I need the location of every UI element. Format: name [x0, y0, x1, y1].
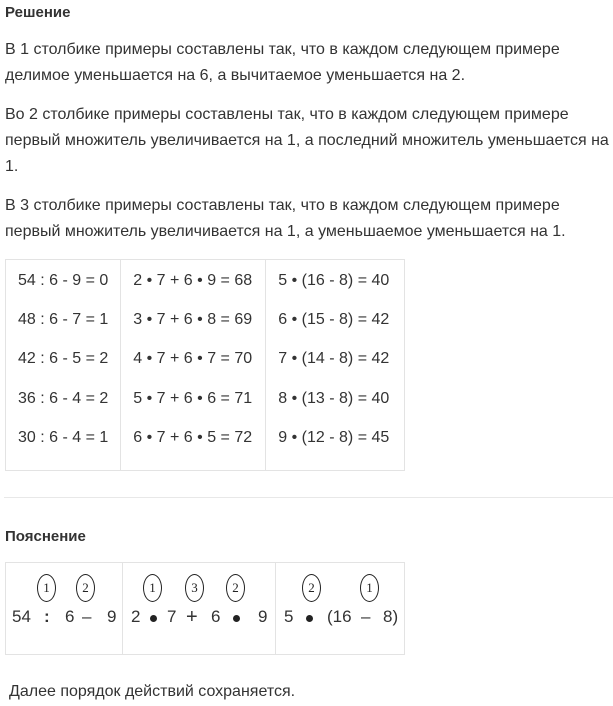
text-line: В 3 столбике примеры составлены так, что в каждом следующем примере: [5, 197, 560, 214]
explanation-cell-3: [276, 563, 405, 655]
explanation-cell-2: [123, 563, 276, 655]
explanation-heading: Пояснение: [5, 528, 86, 545]
example: 4 • 7 + 6 • 7 = 70: [133, 350, 253, 368]
example: 2 • 7 + 6 • 9 = 68: [133, 272, 253, 289]
example: 3 • 7 + 6 • 8 = 69: [133, 311, 253, 329]
solution-table: [5, 259, 405, 471]
divider: [4, 497, 613, 498]
operand: 2: [131, 607, 141, 626]
example: 8 • (13 - 8) = 40: [278, 389, 390, 407]
text-line: первый множитель увеличивается на 1, а последний множитель уменьшается на: [5, 132, 609, 149]
order-marker: 2: [226, 574, 245, 602]
column-1: [6, 260, 121, 471]
paragraph-column-2: [5, 102, 611, 180]
example: 6 • (15 - 8) = 42: [278, 311, 390, 329]
example: 30 : 6 - 4 = 1: [18, 428, 109, 446]
operand: 7: [167, 607, 177, 626]
order-marker: 2: [76, 574, 95, 602]
order-marker: 1: [143, 574, 162, 602]
paragraph-column-3: [5, 193, 611, 245]
multiply-dot-icon: [150, 615, 157, 622]
order-marker: 1: [360, 574, 379, 602]
solution-heading: Решение: [5, 4, 71, 21]
operand: 6: [211, 607, 221, 626]
example: 54 : 6 - 9 = 0: [18, 272, 109, 289]
operator: –: [82, 607, 92, 626]
column-2: [121, 260, 266, 471]
paragraph-column-1: [5, 37, 611, 89]
operand: 8): [383, 607, 399, 626]
operator: +: [186, 606, 198, 628]
text-line: 1.: [5, 158, 19, 175]
operator: –: [361, 607, 371, 626]
text-line: первый множитель увеличивается на 1, а уменьшаемое уменьшается на 1.: [5, 223, 566, 240]
example: 9 • (12 - 8) = 45: [278, 428, 390, 446]
example: 48 : 6 - 7 = 1: [18, 311, 109, 329]
order-marker: 3: [185, 574, 204, 602]
example: 5 • (16 - 8) = 40: [278, 272, 390, 289]
example: 5 • 7 + 6 • 6 = 71: [133, 389, 253, 407]
operand: 9: [258, 607, 268, 626]
operand: 54: [12, 607, 31, 626]
operand: 9: [107, 607, 117, 626]
multiply-dot-icon: [306, 615, 313, 622]
order-marker: 2: [302, 574, 321, 602]
example: 42 : 6 - 5 = 2: [18, 350, 109, 368]
explanation-cell-1: [6, 563, 123, 655]
text-line: делимое уменьшается на 6, а вычитаемое уменьшается на 2.: [5, 67, 466, 84]
example: 36 : 6 - 4 = 2: [18, 389, 109, 407]
operator: :: [44, 607, 50, 626]
example: 7 • (14 - 8) = 42: [278, 350, 390, 368]
text-line: Во 2 столбике примеры составлены так, что в каждом следующем примере: [5, 106, 569, 123]
order-marker: 1: [37, 574, 56, 602]
footer-note: Далее порядок действий сохраняется.: [9, 683, 296, 700]
example: 6 • 7 + 6 • 5 = 72: [133, 428, 253, 446]
column-3: [266, 260, 405, 471]
operand: 6: [65, 607, 75, 626]
multiply-dot-icon: [233, 615, 240, 622]
text-line: В 1 столбике примеры составлены так, что в каждом следующем примере: [5, 41, 560, 58]
operand: 5: [284, 607, 294, 626]
explanation-table: [5, 562, 405, 655]
operand: (16: [327, 607, 352, 626]
